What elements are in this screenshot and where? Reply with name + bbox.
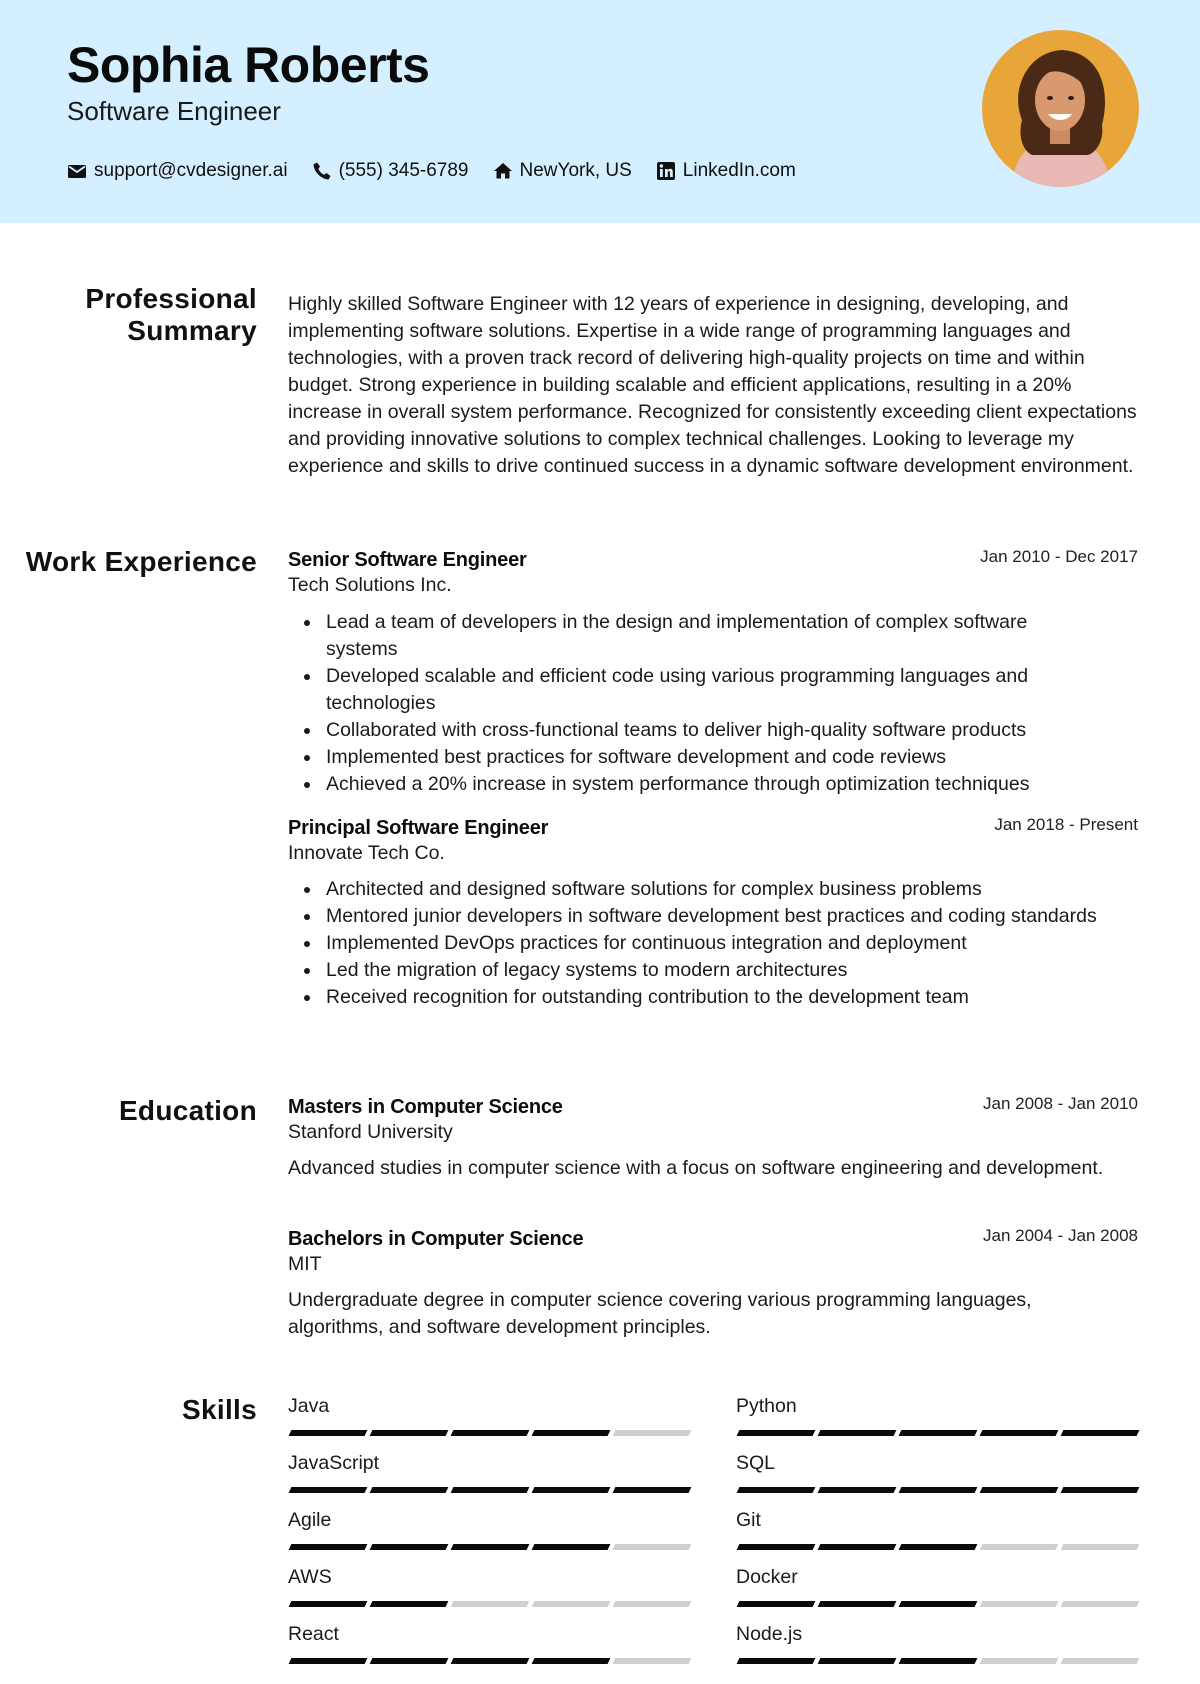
job-bullet: Lead a team of developers in the design and implementation of complex software systems [288,609,1140,663]
skill-level-segment-filled [370,1430,449,1436]
skill-level-segment-filled [980,1430,1059,1436]
contact-email[interactable] [67,160,288,182]
contact-linkedin[interactable] [656,160,796,182]
skill-level-bar [290,1544,692,1552]
skill-level-segment-filled [370,1487,449,1493]
skill-level-segment-empty [613,1601,692,1607]
skill-level-segment-filled [613,1487,692,1493]
job-bullet: Implemented DevOps practices for continuous integration and deployment [288,930,1140,957]
skill-level-segment-filled [532,1544,611,1550]
skill-level-bar [738,1487,1140,1495]
skill-name: Docker [736,1566,798,1588]
contact-phone[interactable] [312,160,469,182]
skill-level-segment-filled [737,1487,816,1493]
skill-name: Python [736,1395,797,1417]
contact-phone-text: (555) 345-6789 [338,160,469,181]
skill-level-bar [738,1601,1140,1609]
contact-email-text: support@cvdesigner.ai [94,160,288,181]
section-title-education: Education [118,1095,257,1126]
education-dates: Jan 2004 - Jan 2008 [982,1226,1138,1245]
skill-level-bar [290,1487,692,1495]
company-name: Tech Solutions Inc. [288,574,452,596]
skill-level-segment-empty [1061,1544,1140,1550]
section-title-skills: Skills [182,1394,257,1425]
skill-level-segment-empty [613,1430,692,1436]
skill-level-segment-filled [1061,1430,1140,1436]
job-bullet-list [288,876,1140,1011]
skill-level-segment-empty [613,1658,692,1664]
skill-level-segment-filled [289,1544,368,1550]
skill-level-segment-empty [980,1544,1059,1550]
skill-level-segment-filled [451,1487,530,1493]
job-bullet: Collaborated with cross-functional teams to deliver high-quality software products [288,717,1140,744]
envelope-icon [67,161,94,181]
skill-level-segment-empty [980,1601,1059,1607]
skill-level-segment-empty [980,1658,1059,1664]
skill-level-segment-filled [1061,1487,1140,1493]
skill-level-bar [738,1430,1140,1438]
skill-level-segment-filled [532,1430,611,1436]
section-title-experience: Work Experience [25,546,257,577]
skill-level-segment-filled [899,1601,978,1607]
skill-level-segment-filled [451,1658,530,1664]
contact-location-text: NewYork, US [519,160,632,181]
company-name: Innovate Tech Co. [288,842,445,864]
skill-level-segment-filled [737,1601,816,1607]
skill-level-segment-filled [737,1658,816,1664]
skill-name: JavaScript [288,1452,380,1474]
skill-level-segment-filled [370,1658,449,1664]
job-bullet: Received recognition for outstanding contribution to the development team [288,984,1140,1011]
skill-level-segment-filled [899,1487,978,1493]
skill-level-segment-filled [899,1658,978,1664]
skill-level-segment-filled [370,1601,449,1607]
profile-photo [982,30,1139,187]
job-dates: Jan 2010 - Dec 2017 [980,547,1138,566]
degree-title: Bachelors in Computer Science [288,1228,584,1250]
skill-level-segment-filled [737,1544,816,1550]
contact-info [67,158,820,184]
skill-level-segment-filled [451,1430,530,1436]
skill-level-bar [290,1601,692,1609]
job-bullet: Mentored junior developers in software development best practices and coding standards [288,903,1140,930]
job-title: Principal Software Engineer [288,817,549,839]
job-bullet: Led the migration of legacy systems to modern architectures [288,957,1140,984]
skill-level-segment-empty [1061,1658,1140,1664]
education-dates: Jan 2008 - Jan 2010 [982,1094,1138,1113]
job-dates: Jan 2018 - Present [994,815,1138,834]
skill-level-segment-filled [818,1487,897,1493]
resume-header [0,0,1200,223]
skill-level-segment-empty [1061,1601,1140,1607]
skill-name: SQL [736,1452,776,1474]
skill-level-bar [290,1658,692,1666]
school-name: MIT [288,1253,322,1275]
education-description: Undergraduate degree in computer science covering various programming languages, algorithms, and software development principles. [288,1289,1032,1338]
skill-name: Agile [288,1509,332,1531]
skill-name: Node.js [736,1623,803,1645]
job-bullet-list [288,609,1140,798]
phone-icon [312,161,339,181]
skill-level-segment-filled [818,1544,897,1550]
candidate-name: Sophia Roberts [67,37,430,93]
section-title-summary: Professional Summary [85,283,257,346]
skill-level-bar [290,1430,692,1438]
skill-level-segment-filled [818,1430,897,1436]
job-bullet: Developed scalable and efficient code using various programming languages and technologies [288,663,1140,717]
skill-level-segment-filled [818,1658,897,1664]
skill-level-segment-filled [451,1544,530,1550]
skill-level-segment-filled [532,1487,611,1493]
skill-name: Java [288,1395,330,1417]
contact-linkedin-text: LinkedIn.com [682,160,796,181]
skill-level-segment-filled [532,1658,611,1664]
skill-name: AWS [288,1566,332,1588]
skill-level-segment-empty [451,1601,530,1607]
job-bullet: Architected and designed software solutions for complex business problems [288,876,1140,903]
skill-level-segment-filled [289,1430,368,1436]
skill-level-segment-filled [370,1544,449,1550]
skill-level-segment-filled [289,1658,368,1664]
skill-level-segment-filled [289,1487,368,1493]
school-name: Stanford University [288,1121,453,1143]
skill-name: React [288,1623,339,1645]
degree-title: Masters in Computer Science [288,1096,563,1118]
skill-name: Git [736,1509,761,1531]
summary-text: Highly skilled Software Engineer with 12 years of experience in designing, developing, and implementing software solutions. Expertise in a wide range of programming languages and technologies, with a proven track record of delivering high-quality projects on time and within budget. Strong experience in building scalable and efficient applications, resulting in a 20% increase in overall system performance. Recognized for consistently exceeding client expectations and providing innovative solutions to complex technical challenges. Looking to leverage my experience and skills to drive continued success in a dynamic software development environment. [288,293,1137,477]
job-title: Senior Software Engineer [288,549,527,571]
skill-level-segment-filled [737,1430,816,1436]
skill-level-segment-filled [818,1601,897,1607]
candidate-job-title: Software Engineer [67,96,281,126]
home-icon [493,161,520,181]
skill-level-bar [738,1544,1140,1552]
skill-level-segment-filled [289,1601,368,1607]
skill-level-segment-filled [899,1430,978,1436]
contact-location [493,160,632,182]
linkedin-icon [656,161,683,181]
skill-level-segment-filled [980,1487,1059,1493]
job-bullet: Achieved a 20% increase in system performance through optimization techniques [288,771,1140,798]
skill-level-segment-empty [613,1544,692,1550]
job-bullet: Implemented best practices for software development and code reviews [288,744,1140,771]
education-description: Advanced studies in computer science with a focus on software engineering and development. [288,1157,1104,1179]
skill-level-bar [738,1658,1140,1666]
skill-level-segment-filled [899,1544,978,1550]
skill-level-segment-empty [532,1601,611,1607]
